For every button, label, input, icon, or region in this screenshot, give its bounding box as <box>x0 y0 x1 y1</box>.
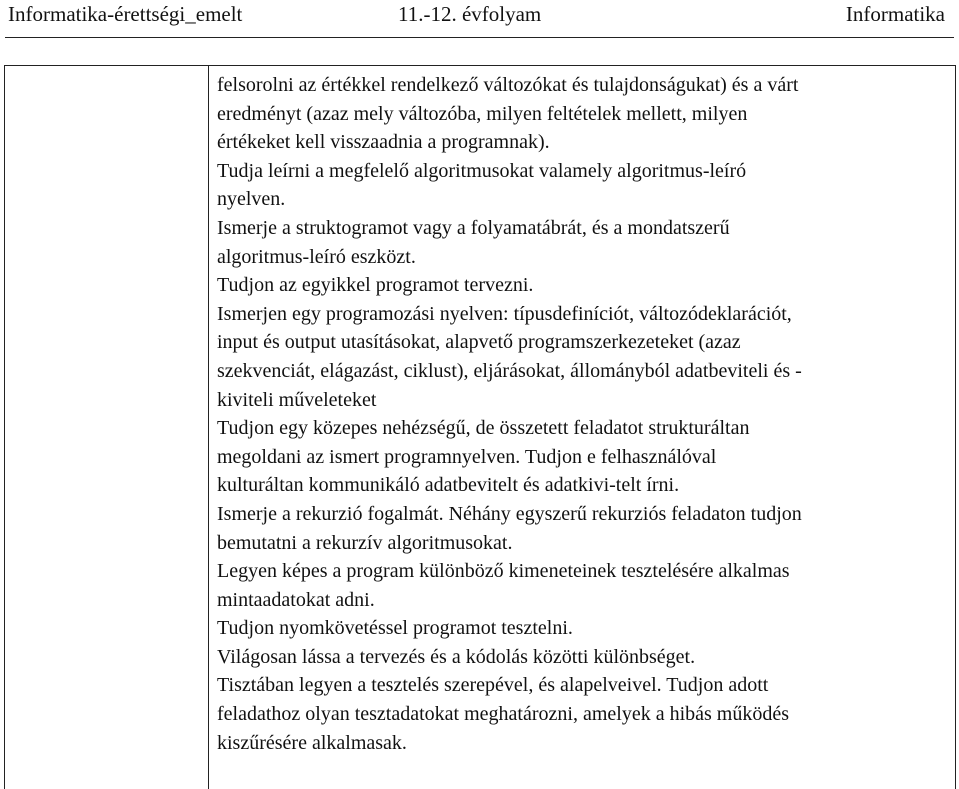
header-subject-level: Informatika-érettségi_emelt <box>8 2 243 26</box>
header-divider <box>5 37 954 38</box>
text-line: mintaadatokat adni. <box>217 588 375 611</box>
text-line: algoritmus-leíró eszközt. <box>217 245 416 268</box>
table-left-cell <box>5 66 209 789</box>
text-line: Tudjon az egyikkel programot tervezni. <box>217 274 534 297</box>
text-line: input és output utasításokat, alapvető programszerkezeteket (azaz <box>217 331 741 354</box>
text-line: kiszűrésére alkalmasak. <box>217 731 407 754</box>
curriculum-table <box>4 65 956 789</box>
text-line: szekvenciát, elágazást, ciklust), eljárásokat, állományból adatbeviteli és - <box>217 359 802 382</box>
text-line: Tudjon egy közepes nehézségű, de összetett feladatot strukturáltan <box>217 417 750 440</box>
header-subject: Informatika <box>845 2 945 26</box>
text-line: Ismerjen egy programozási nyelven: típusdefiníciót, változódeklarációt, <box>217 302 792 325</box>
text-line: feladathoz olyan tesztadatokat meghatározni, amelyek a hibás működés <box>217 703 790 726</box>
text-line: Tudja leírni a megfelelő algoritmusokat valamely algoritmus-leíró <box>217 159 747 182</box>
text-line: Világosan lássa a tervezés és a kódolás közötti különbséget. <box>217 645 696 668</box>
text-line: bemutatni a rekurzív algoritmusokat. <box>217 531 513 554</box>
text-line: értékeket kell visszaadnia a programnak). <box>217 131 550 154</box>
text-line: megoldani az ismert programnyelven. Tudjon e felhasználóval <box>217 445 717 468</box>
text-line: eredményt (azaz mely változóba, milyen feltételek mellett, milyen <box>217 102 748 125</box>
header-grade: 11.-12. évfolyam <box>398 2 542 26</box>
table-right-cell <box>217 71 947 757</box>
text-line: Tudjon nyomkövetéssel programot tesztelni. <box>217 617 573 640</box>
text-line: felsorolni az értékkel rendelkező változókat és tulajdonságukat) és a várt <box>217 74 799 96</box>
text-line: kulturáltan kommunikáló adatbevitelt és adatkivi-telt írni. <box>217 474 680 497</box>
text-line: nyelven. <box>217 188 286 211</box>
text-line: Ismerje a rekurzió fogalmát. Néhány egyszerű rekurziós feladaton tudjon <box>217 502 802 525</box>
text-line: Legyen képes a program különböző kimeneteinek tesztelésére alkalmas <box>217 560 790 583</box>
page-header <box>0 0 959 30</box>
text-line: Tisztában legyen a tesztelés szerepével, és alapelveivel. Tudjon adott <box>217 674 769 697</box>
text-line: Ismerje a struktogramot vagy a folyamatábrát, és a mondatszerű <box>217 216 730 239</box>
text-line: kiviteli műveleteket <box>217 388 377 411</box>
